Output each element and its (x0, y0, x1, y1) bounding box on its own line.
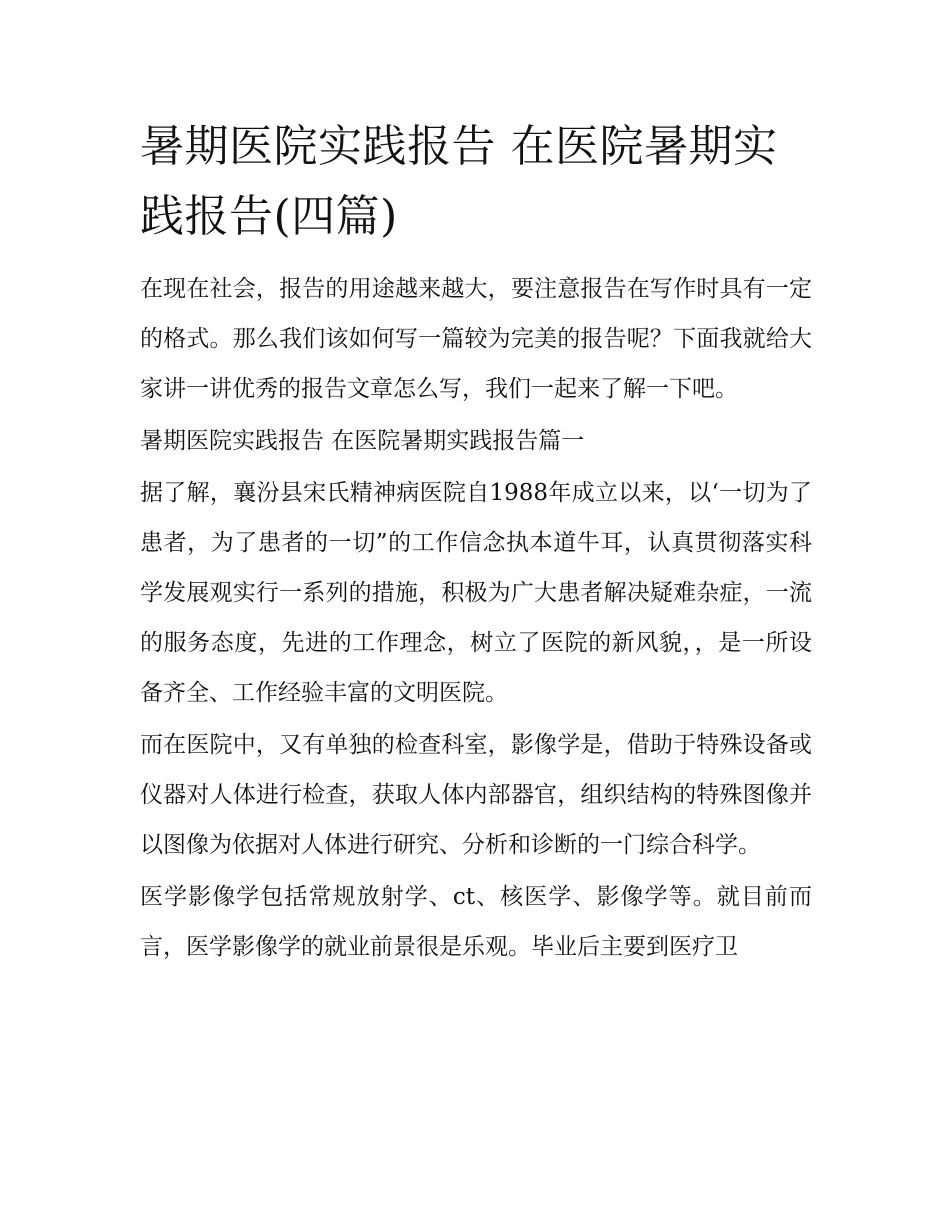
paragraph-hospital-intro: 据了解，襄汾县宋氏精神病医院自1988年成立以来，以‘一切为了患者，为了患者的一切”的工作信念执本道牛耳，认真贯彻落实科学发展观实行一系列的措施，积极为广大患者解决疑难杂症，一流的服务态度，先进的工作理念，树立了医院的新风貌，，是一所设备齐全、工作经验丰富的文明医院。 (140, 480, 812, 706)
paragraph-medical-imaging: 医学影像学包括常规放射学、ct、核医学、影像学等。就目前而言，医学影像学的就业前景很是乐观。毕业后主要到医疗卫 (140, 884, 812, 960)
paragraph-intro: 在现在社会，报告的用途越来越大，要注意报告在写作时具有一定的格式。那么我们该如何写一篇较为完美的报告呢？下面我就给大家讲一讲优秀的报告文章怎么写，我们一起来了解一下吧。 (140, 276, 812, 402)
document-title: 暑期医院实践报告 在医院暑期实践报告(四篇) (140, 121, 778, 242)
document-body (140, 112, 812, 974)
paragraph-imaging-department: 而在医院中，又有单独的检查科室，影像学是，借助于特殊设备或仪器对人体进行检查，获取人体内部器官，组织结构的特殊图像并以图像为依据对人体进行研究、分析和诊断的一门综合科学。 (140, 732, 812, 858)
section-heading: 暑期医院实践报告 在医院暑期实践报告篇一 (140, 428, 585, 454)
